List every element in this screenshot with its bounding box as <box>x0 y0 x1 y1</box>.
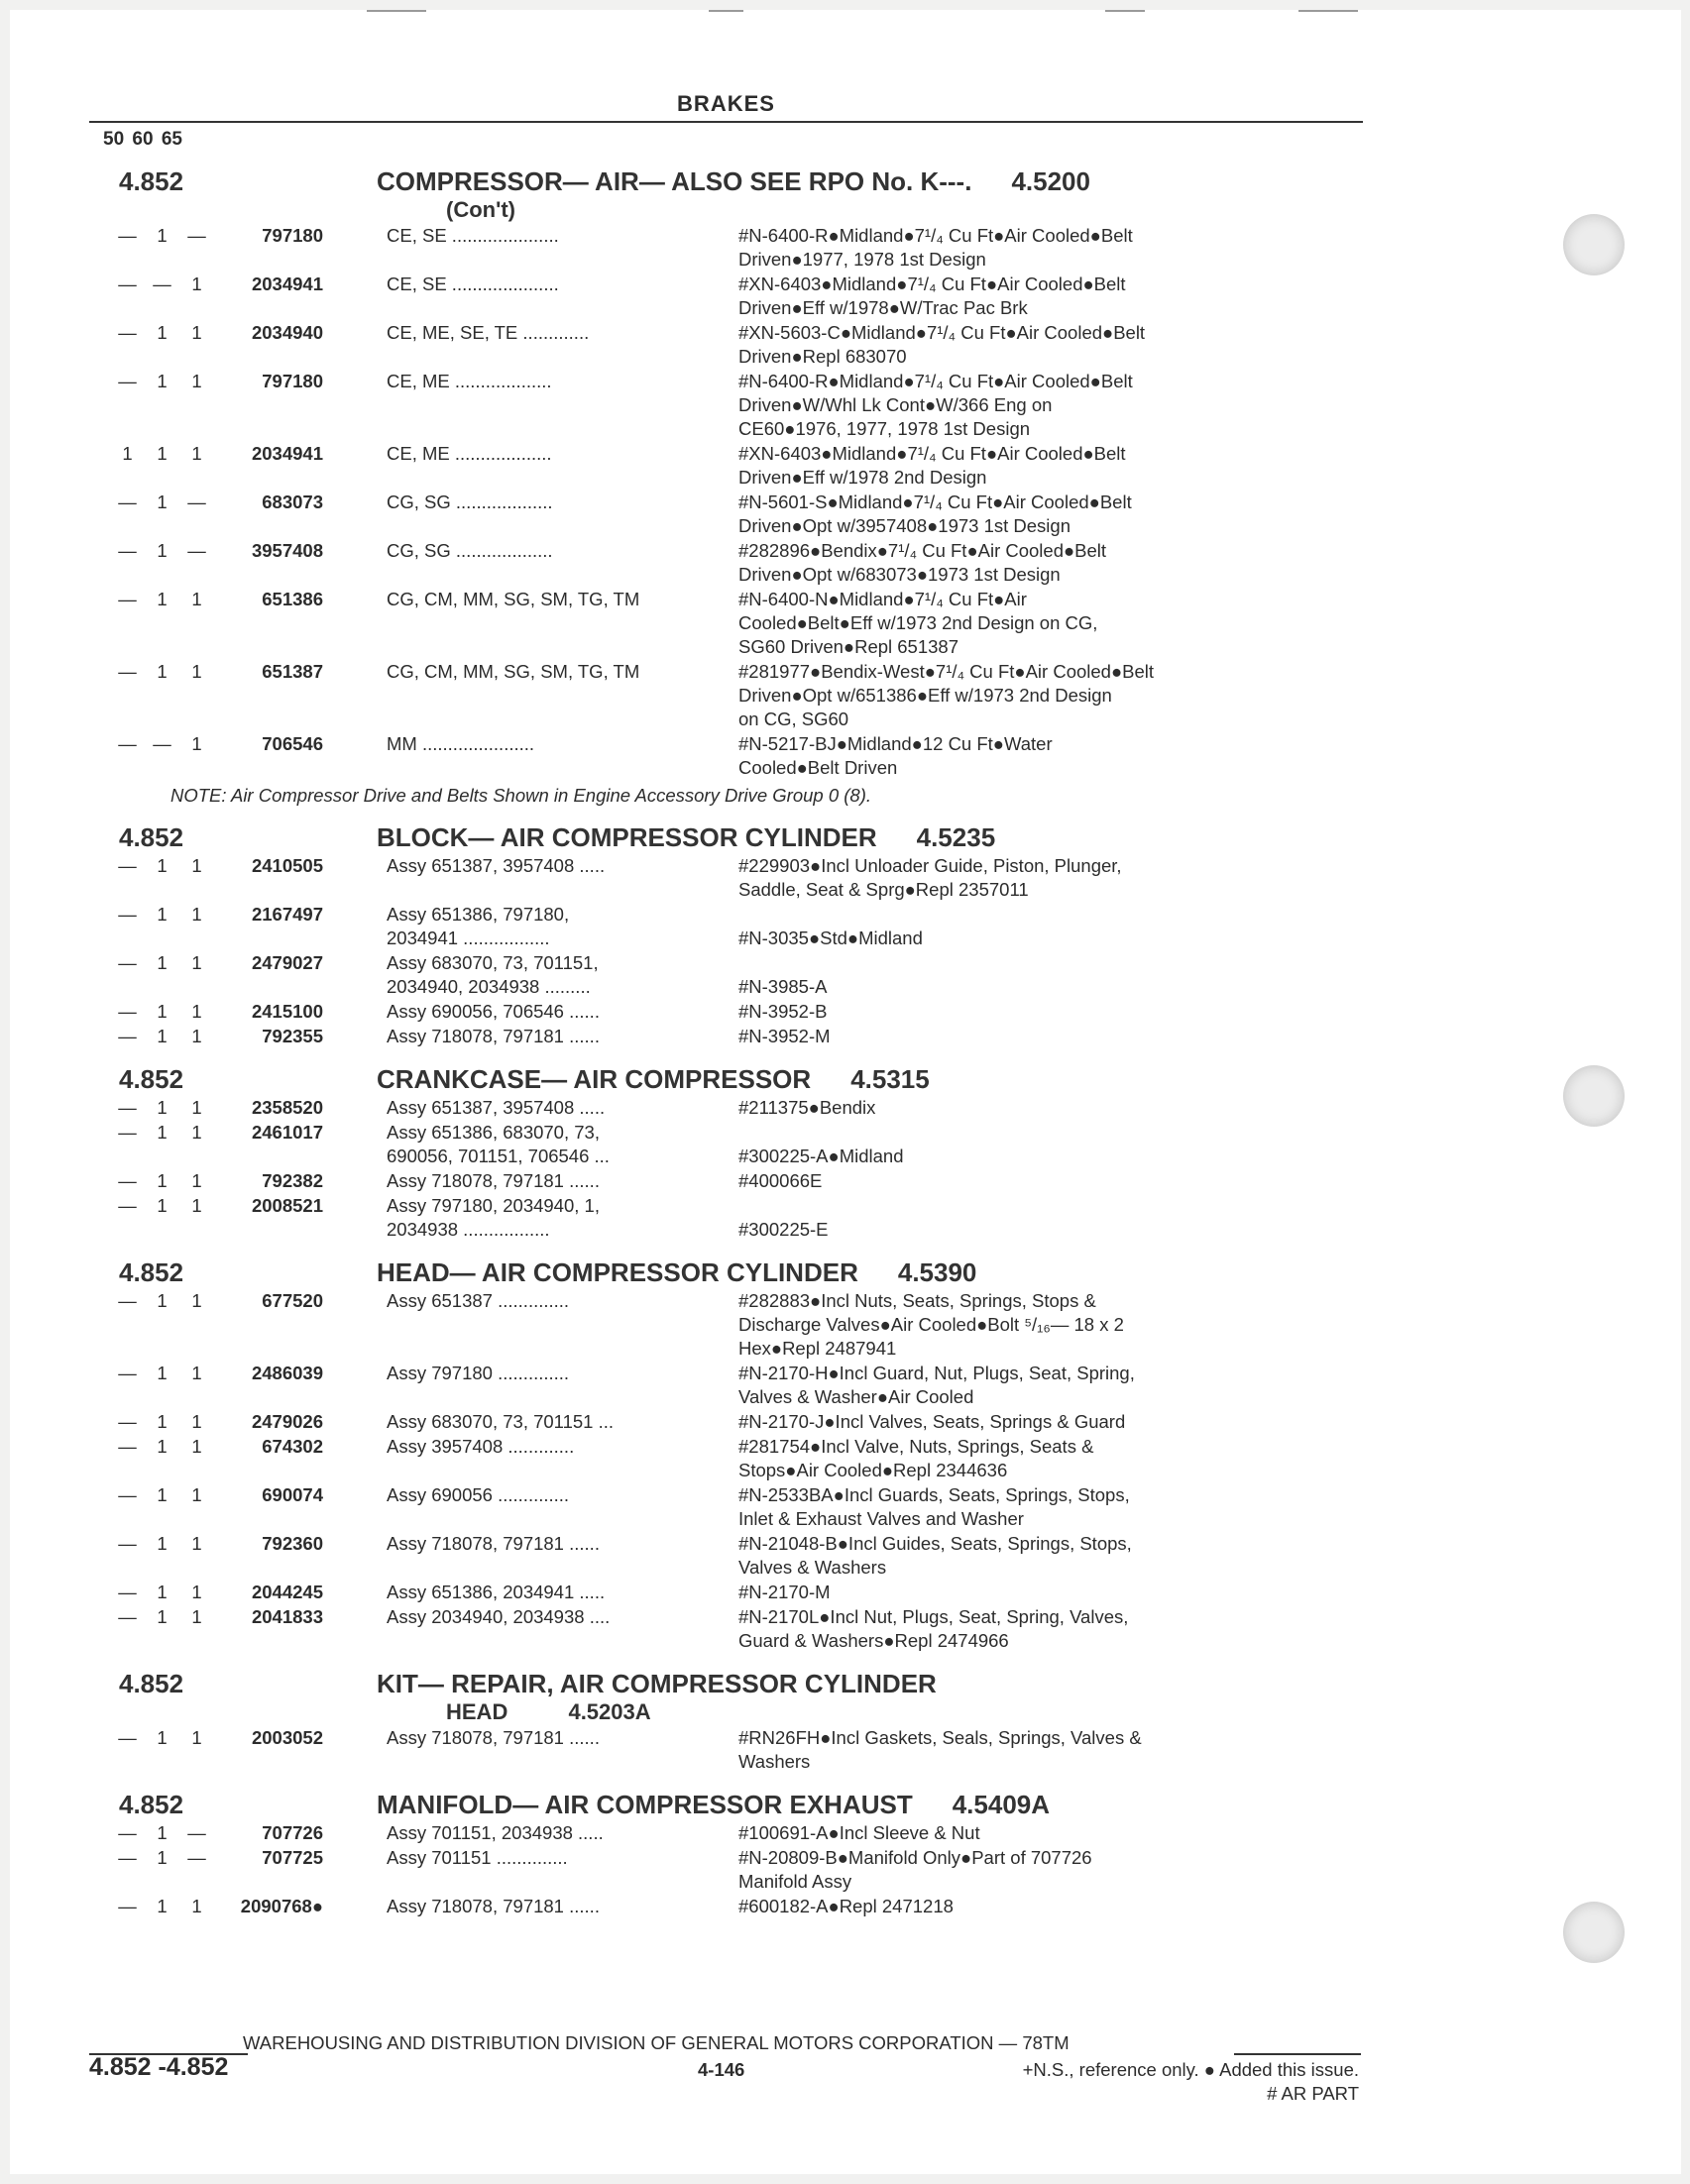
part-number: 683073 <box>262 491 323 512</box>
application: Assy 701151, 2034938 ..... <box>387 1822 604 1843</box>
year-60-qty: 1 <box>157 1484 168 1505</box>
application: CE, ME ................... <box>387 443 552 464</box>
year-50-qty: — <box>118 225 137 246</box>
application: Assy 651387, 3957408 ..... <box>387 1097 606 1118</box>
part-number: 2090768● <box>240 1896 323 1916</box>
group-title <box>377 1064 1388 1095</box>
group-title <box>377 822 1388 853</box>
year-60-qty: 1 <box>157 1001 168 1022</box>
year-60-qty: 1 <box>157 1896 168 1916</box>
year-50-qty: — <box>118 1484 137 1505</box>
footer-legend: # AR PART <box>1267 2083 1359 2104</box>
year-60-qty: 1 <box>157 491 168 512</box>
group-code: 4.5409A <box>952 1790 1051 1819</box>
part-description: #XN-5603-C●Midland●7¹/₄ Cu Ft●Air Cooled●Belt Driven●Repl 683070 <box>738 322 1146 367</box>
group-title <box>377 1669 1388 1725</box>
application: Assy 718078, 797181 ...... <box>387 1533 600 1554</box>
part-row <box>0 1121 1388 1168</box>
year-65-qty: — <box>187 225 206 246</box>
footer-page-range: 4.852 -4.852 <box>89 2053 229 2081</box>
year-60-qty: 1 <box>157 1026 168 1046</box>
year-65-qty: 1 <box>191 952 202 973</box>
year-65-qty: 1 <box>191 1436 202 1457</box>
application: Assy 651386, 2034941 ..... <box>387 1582 606 1602</box>
year-60-qty: 1 <box>157 661 168 682</box>
application: Assy 683070, 73, 701151, 2034940, 2034938 ......... <box>387 952 599 997</box>
year-60-qty: 1 <box>157 952 168 973</box>
binder-hole <box>1563 214 1625 275</box>
group-heading <box>0 1064 1388 1095</box>
part-row <box>0 1289 1388 1361</box>
year-65-qty: 1 <box>191 1122 202 1143</box>
year-50-qty: — <box>118 1170 137 1191</box>
application: CE, ME, SE, TE ............. <box>387 322 590 343</box>
application: Assy 718078, 797181 ...... <box>387 1026 600 1046</box>
part-number: 792355 <box>262 1026 323 1046</box>
year-60-qty: 1 <box>157 1195 168 1216</box>
parts-group <box>0 1257 1388 1653</box>
year-65-qty: 1 <box>191 733 202 754</box>
year-60-qty: 1 <box>157 1847 168 1868</box>
part-number: 2461017 <box>251 1122 323 1143</box>
group-number: 4.852 <box>119 822 184 852</box>
footer-legend: +N.S., reference only. ● Added this issue. <box>1022 2059 1359 2080</box>
year-60-qty: 1 <box>157 1411 168 1432</box>
part-row <box>0 224 1388 272</box>
part-number: 2003052 <box>251 1727 323 1748</box>
group-heading <box>0 1669 1388 1725</box>
year-65-qty: 1 <box>191 661 202 682</box>
year-50-qty: — <box>118 952 137 973</box>
parts-group <box>0 1064 1388 1242</box>
part-row <box>0 321 1388 369</box>
part-description: #400066E <box>738 1170 823 1191</box>
year-60-qty: 1 <box>157 1606 168 1627</box>
group-code: 4.5235 <box>916 822 996 852</box>
group-title-text: BLOCK— AIR COMPRESSOR CYLINDER <box>377 822 877 852</box>
year-60-qty: 1 <box>157 225 168 246</box>
application: MM ...................... <box>387 733 535 754</box>
header-rule <box>89 121 1363 123</box>
group-number: 4.852 <box>119 1257 184 1287</box>
application: Assy 690056, 706546 ...... <box>387 1001 600 1022</box>
year-60-qty: 1 <box>157 1727 168 1748</box>
part-description: #N-5601-S●Midland●7¹/₄ Cu Ft●Air Cooled●Belt Driven●Opt w/3957408●1973 1st Design <box>738 491 1132 536</box>
year-50-qty: — <box>118 273 137 294</box>
group-title-text: MANIFOLD— AIR COMPRESSOR EXHAUST <box>377 1790 913 1819</box>
footer-page-number: 4-146 <box>698 2059 745 2080</box>
part-row <box>0 1581 1388 1604</box>
parts-group <box>0 822 1388 1048</box>
part-description: #N-3952-M <box>738 1026 831 1046</box>
group-number: 4.852 <box>119 1669 184 1698</box>
group-code: 4.5200 <box>1011 166 1090 196</box>
part-description: #N-2170L●Incl Nut, Plugs, Seat, Spring, Valves, Guard & Washers●Repl 2474966 <box>738 1606 1129 1651</box>
application: Assy 2034940, 2034938 .... <box>387 1606 611 1627</box>
application: Assy 718078, 797181 ...... <box>387 1727 600 1748</box>
group-heading <box>0 822 1388 853</box>
year-50-qty: — <box>118 661 137 682</box>
part-description: #N-2533BA●Incl Guards, Seats, Springs, Stops, Inlet & Exhaust Valves and Washer <box>738 1484 1130 1529</box>
group-title-text: COMPRESSOR— AIR— ALSO SEE RPO No. K---. <box>377 166 972 196</box>
year-50-qty: — <box>118 1026 137 1046</box>
part-row <box>0 1532 1388 1580</box>
year-65-qty: 1 <box>191 322 202 343</box>
year-60-qty: 1 <box>157 1822 168 1843</box>
part-number: 677520 <box>262 1290 323 1311</box>
year-65-qty: 1 <box>191 589 202 609</box>
year-60-qty: 1 <box>157 1582 168 1602</box>
year-60-qty: 1 <box>157 904 168 925</box>
year-65-qty: 1 <box>191 371 202 391</box>
year-50-qty: — <box>118 1436 137 1457</box>
application: Assy 651386, 683070, 73, 690056, 701151, 706546 ... <box>387 1122 610 1166</box>
year-60-qty: 1 <box>157 1533 168 1554</box>
part-row <box>0 1726 1388 1774</box>
group-number: 4.852 <box>119 1790 184 1819</box>
application: Assy 797180 .............. <box>387 1363 570 1383</box>
part-description: #211375●Bendix <box>738 1097 876 1118</box>
year-60-qty: 1 <box>157 322 168 343</box>
part-number: 2008521 <box>251 1195 323 1216</box>
application: CE, SE ..................... <box>387 273 559 294</box>
group-title <box>377 1257 1388 1288</box>
part-number: 2410505 <box>251 855 323 876</box>
part-row <box>0 1169 1388 1193</box>
part-description: #300225-A●Midland <box>738 1146 904 1166</box>
part-row <box>0 1483 1388 1531</box>
part-row <box>0 1895 1388 1918</box>
year-65-qty: 1 <box>191 1606 202 1627</box>
group-title <box>377 166 1388 223</box>
group-note: NOTE: Air Compressor Drive and Belts Shown in Engine Accessory Drive Group 0 (8). <box>170 785 872 806</box>
part-description: #281977●Bendix-West●7¹/₄ Cu Ft●Air Cooled●Belt Driven●Opt w/651386●Eff w/1973 2nd Design on CG, SG60 <box>738 661 1155 729</box>
group-title-text: KIT— REPAIR, AIR COMPRESSOR CYLINDER <box>377 1669 937 1698</box>
year-65-qty: 1 <box>191 1001 202 1022</box>
year-50-qty: — <box>118 1363 137 1383</box>
year-50-qty: — <box>118 322 137 343</box>
part-number: 674302 <box>262 1436 323 1457</box>
part-number: 2415100 <box>251 1001 323 1022</box>
year-65-qty: 1 <box>191 1363 202 1383</box>
year-65-qty: 1 <box>191 1411 202 1432</box>
part-number: 706546 <box>262 733 323 754</box>
year-60-qty: 1 <box>157 1122 168 1143</box>
group-number: 4.852 <box>119 1064 184 1094</box>
part-description: #300225-E <box>738 1219 829 1240</box>
group-heading <box>0 1790 1388 1820</box>
application: CG, CM, MM, SG, SM, TG, TM <box>387 589 640 609</box>
part-number: 2034940 <box>251 322 323 343</box>
part-row <box>0 1096 1388 1120</box>
section-title: BRAKES <box>677 91 775 116</box>
year-65-qty: 1 <box>191 443 202 464</box>
part-description: #282883●Incl Nuts, Seats, Springs, Stops & Discharge Valves●Air Cooled●Bolt ⁵/₁₆— 18 x 2 Hex●Repl 2487941 <box>738 1290 1124 1359</box>
year-50-qty: — <box>118 540 137 561</box>
group-code: 4.5315 <box>850 1064 930 1094</box>
part-row <box>0 442 1388 490</box>
year-50-qty: — <box>118 1896 137 1916</box>
part-number: 651386 <box>262 589 323 609</box>
part-description: #N-3985-A <box>738 976 828 997</box>
part-row <box>0 273 1388 320</box>
part-number: 2358520 <box>251 1097 323 1118</box>
year-50-qty: — <box>118 371 137 391</box>
year-65-qty: 1 <box>191 1896 202 1916</box>
part-description: #XN-6403●Midland●7¹/₄ Cu Ft●Air Cooled●Belt Driven●Eff w/1978 2nd Design <box>738 443 1126 488</box>
scan-edge-marks <box>0 10 1690 14</box>
part-number: 2041833 <box>251 1606 323 1627</box>
year-65-qty: 1 <box>191 1484 202 1505</box>
part-number: 2479027 <box>251 952 323 973</box>
year-65-qty: 1 <box>191 1097 202 1118</box>
year-65-qty: 1 <box>191 273 202 294</box>
part-description: #N-3035●Std●Midland <box>738 928 923 948</box>
year-60-qty: 1 <box>157 1363 168 1383</box>
year-50-qty: — <box>118 1097 137 1118</box>
part-description: #N-2170-M <box>738 1582 831 1602</box>
part-number: 792382 <box>262 1170 323 1191</box>
part-number: 2167497 <box>251 904 323 925</box>
part-row <box>0 1362 1388 1409</box>
year-65-qty: 1 <box>191 1582 202 1602</box>
part-row <box>0 660 1388 731</box>
year-50-qty: — <box>118 1822 137 1843</box>
year-50-qty: — <box>118 1411 137 1432</box>
year-65-qty: — <box>187 491 206 512</box>
part-description: #N-6400-N●Midland●7¹/₄ Cu Ft●Air Cooled●Belt●Eff w/1973 2nd Design on CG, SG60 Driven●Repl 651387 <box>738 589 1098 657</box>
group-subtitle: (Con't) <box>446 197 515 222</box>
part-row <box>0 1410 1388 1434</box>
application: Assy 683070, 73, 701151 ... <box>387 1411 615 1432</box>
year-60-qty: 1 <box>157 1290 168 1311</box>
parts-group <box>0 1790 1388 1918</box>
part-description: #100691-A●Incl Sleeve & Nut <box>738 1822 980 1843</box>
part-description: #600182-A●Repl 2471218 <box>738 1896 954 1916</box>
year-60-qty: 1 <box>157 1436 168 1457</box>
part-row <box>0 1821 1388 1845</box>
application: Assy 797180, 2034940, 1, 2034938 ................. <box>387 1195 600 1240</box>
part-row <box>0 1194 1388 1242</box>
part-row <box>0 854 1388 902</box>
part-description: #229903●Incl Unloader Guide, Piston, Plunger, Saddle, Seat & Sprg●Repl 2357011 <box>738 855 1122 900</box>
year-60-qty: — <box>153 733 171 754</box>
part-number: 797180 <box>262 225 323 246</box>
part-row <box>0 1000 1388 1024</box>
year-65-qty: 1 <box>191 1533 202 1554</box>
year-50-qty: — <box>118 1847 137 1868</box>
year-50-qty: 1 <box>122 443 133 464</box>
part-description: #N-2170-J●Incl Valves, Seats, Springs & Guard <box>738 1411 1126 1432</box>
year-65-qty: — <box>187 540 206 561</box>
year-50-qty: — <box>118 1195 137 1216</box>
group-heading <box>0 1257 1388 1288</box>
part-description: #282896●Bendix●7¹/₄ Cu Ft●Air Cooled●Belt Driven●Opt w/683073●1973 1st Design <box>738 540 1107 585</box>
footer-rule <box>1234 2053 1361 2055</box>
part-number: 651387 <box>262 661 323 682</box>
year-50-qty: — <box>118 1727 137 1748</box>
group-title-text: CRANKCASE— AIR COMPRESSOR <box>377 1064 812 1094</box>
year-65-qty: 1 <box>191 1026 202 1046</box>
year-50-qty: — <box>118 1606 137 1627</box>
part-number: 2486039 <box>251 1363 323 1383</box>
year-50-qty: — <box>118 855 137 876</box>
part-number: 707726 <box>262 1822 323 1843</box>
year-65-qty: 1 <box>191 904 202 925</box>
part-row <box>0 951 1388 999</box>
application: Assy 701151 .............. <box>387 1847 568 1868</box>
binder-hole <box>1563 1065 1625 1127</box>
part-description: #N-2170-H●Incl Guard, Nut, Plugs, Seat, Spring, Valves & Washer●Air Cooled <box>738 1363 1135 1407</box>
part-number: 797180 <box>262 371 323 391</box>
part-row <box>0 1435 1388 1482</box>
year-60-qty: 1 <box>157 1170 168 1191</box>
application: Assy 651386, 797180, 2034941 ................. <box>387 904 570 948</box>
year-50-qty: — <box>118 1533 137 1554</box>
application: Assy 3957408 ............. <box>387 1436 575 1457</box>
part-number: 2034941 <box>251 443 323 464</box>
year-65-qty: 1 <box>191 855 202 876</box>
part-row <box>0 1025 1388 1048</box>
year-50-qty: — <box>118 733 137 754</box>
application: Assy 718078, 797181 ...... <box>387 1896 600 1916</box>
year-50-qty: — <box>118 1582 137 1602</box>
group-title <box>377 1790 1388 1820</box>
year-60-qty: 1 <box>157 371 168 391</box>
group-code: 4.5390 <box>897 1257 977 1287</box>
part-number: 690074 <box>262 1484 323 1505</box>
application: Assy 651387, 3957408 ..... <box>387 855 606 876</box>
application: Assy 651387 .............. <box>387 1290 570 1311</box>
part-number: 792360 <box>262 1533 323 1554</box>
part-row <box>0 732 1388 780</box>
parts-group <box>0 166 1388 807</box>
application: CG, CM, MM, SG, SM, TG, TM <box>387 661 640 682</box>
group-title-text: HEAD— AIR COMPRESSOR CYLINDER <box>377 1257 858 1287</box>
group-subtitle: HEAD 4.5203A <box>446 1699 651 1724</box>
part-row <box>0 370 1388 441</box>
footer-division: WAREHOUSING AND DISTRIBUTION DIVISION OF GENERAL MOTORS CORPORATION — 78TM <box>243 2032 1070 2053</box>
year-60-qty: 1 <box>157 540 168 561</box>
part-description: #N-6400-R●Midland●7¹/₄ Cu Ft●Air Cooled●Belt Driven●1977, 1978 1st Design <box>738 225 1133 270</box>
year-50-qty: — <box>118 1290 137 1311</box>
application: Assy 690056 .............. <box>387 1484 570 1505</box>
part-description: #N-5217-BJ●Midland●12 Cu Ft●Water Cooled●Belt Driven <box>738 733 1053 778</box>
year-50-qty: — <box>118 1122 137 1143</box>
part-row <box>0 588 1388 659</box>
year-65-qty: — <box>187 1847 206 1868</box>
year-60-qty: 1 <box>157 589 168 609</box>
part-row <box>0 903 1388 950</box>
year-60-qty: 1 <box>157 443 168 464</box>
year-65-qty: — <box>187 1822 206 1843</box>
year-50-qty: — <box>118 589 137 609</box>
year-50-qty: — <box>118 1001 137 1022</box>
binder-hole <box>1563 1902 1625 1963</box>
part-description: #XN-6403●Midland●7¹/₄ Cu Ft●Air Cooled●Belt Driven●Eff w/1978●W/Trac Pac Brk <box>738 273 1126 318</box>
year-60-qty: 1 <box>157 855 168 876</box>
application: CG, SG ................... <box>387 540 553 561</box>
year-65-qty: 1 <box>191 1290 202 1311</box>
part-number: 3957408 <box>251 540 323 561</box>
year-65-qty: 1 <box>191 1195 202 1216</box>
application: Assy 718078, 797181 ...... <box>387 1170 600 1191</box>
year-60-qty: 1 <box>157 1097 168 1118</box>
part-description: #N-21048-B●Incl Guides, Seats, Springs, Stops, Valves & Washers <box>738 1533 1132 1578</box>
parts-group <box>0 1669 1388 1774</box>
part-number: 2479026 <box>251 1411 323 1432</box>
part-description: #N-6400-R●Midland●7¹/₄ Cu Ft●Air Cooled●Belt Driven●W/Whl Lk Cont●W/366 Eng on CE60●1976, 1977, 1978 1st Design <box>738 371 1133 439</box>
group-heading <box>0 166 1388 223</box>
application: CE, ME ................... <box>387 371 552 391</box>
application: CG, SG ................... <box>387 491 553 512</box>
model-year-columns: 50 60 65 <box>103 129 182 150</box>
part-description: #281754●Incl Valve, Nuts, Springs, Seats & Stops●Air Cooled●Repl 2344636 <box>738 1436 1094 1480</box>
year-65-qty: 1 <box>191 1170 202 1191</box>
year-60-qty: — <box>153 273 171 294</box>
year-50-qty: — <box>118 491 137 512</box>
part-row <box>0 1605 1388 1653</box>
application: CE, SE ..................... <box>387 225 559 246</box>
year-50-qty: — <box>118 904 137 925</box>
parts-catalog <box>0 151 1388 1918</box>
part-row <box>0 491 1388 538</box>
part-number: 2044245 <box>251 1582 323 1602</box>
part-number: 2034941 <box>251 273 323 294</box>
part-row <box>0 539 1388 587</box>
part-description: #N-20809-B●Manifold Only●Part of 707726 Manifold Assy <box>738 1847 1092 1892</box>
group-number: 4.852 <box>119 166 184 196</box>
part-number: 707725 <box>262 1847 323 1868</box>
part-row <box>0 1846 1388 1894</box>
part-description: #RN26FH●Incl Gaskets, Seals, Springs, Valves & Washers <box>738 1727 1142 1772</box>
year-65-qty: 1 <box>191 1727 202 1748</box>
part-description: #N-3952-B <box>738 1001 828 1022</box>
